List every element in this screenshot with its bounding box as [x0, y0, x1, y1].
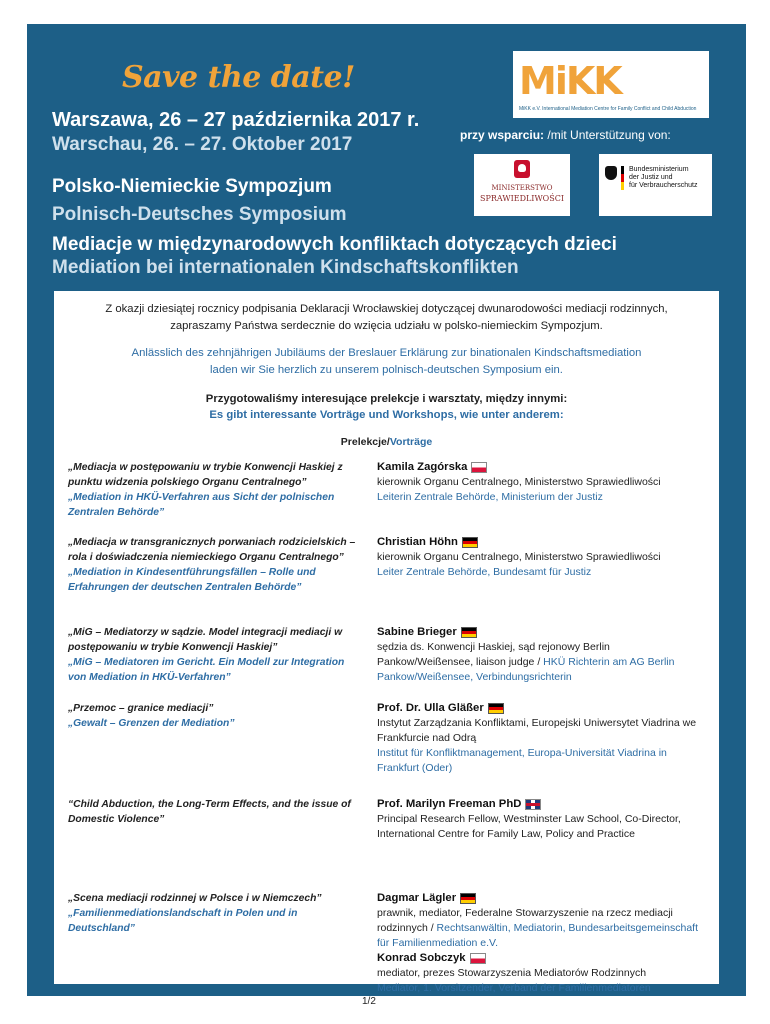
german-flag-icon: [460, 893, 476, 904]
bmjv-line2: der Justiz und: [629, 174, 673, 181]
ministry-logo-line2: SPRAWIEDLIWOŚCI: [480, 194, 564, 203]
bmjv-line1: Bundesministerium: [629, 166, 689, 173]
date-pl: Warszawa, 26 – 27 października 2017 r.: [52, 109, 420, 131]
mikk-logo-text: MiKK: [519, 59, 621, 103]
talk-title-de: „Familienmediationslandschaft in Polen und in Deutschland”: [68, 908, 298, 934]
date-de: Warschau, 26. – 27. Oktober 2017: [52, 134, 353, 155]
save-the-date-title: Save the date!: [122, 60, 355, 95]
header-band: [27, 24, 746, 291]
speaker-role-de: Institut für Konfliktmanagement, Europa-Universität Viadrina in Frankfurt (Oder): [377, 747, 667, 774]
ministry-justice-logo: [474, 154, 570, 216]
speaker-role-de: Mediator, 1. Vorsitzender, Verband der Familienmediatoren: [377, 982, 651, 994]
german-flag-icon: [462, 537, 478, 548]
intro-pl-line2: zapraszamy Państwa serdecznie do wzięcia udziału w polsko-niemieckim Sympozjum.: [170, 320, 603, 332]
speaker-name: Prof. Dr. Ulla Gläßer: [377, 702, 484, 714]
speaker-role-de: HKÜ Richterin am AG Berlin Pankow/Weißensee, Verbindungsrichterin: [377, 656, 675, 683]
talk-title-pl: „Mediacja w postępowaniu w trybie Konwencji Haskiej z punktu widzenia polskiego Organu Centralnego”: [68, 462, 343, 488]
speaker-role-de: Rechtsanwältin, Mediatorin, Bundesarbeitsgemeinschaft für Familienmediation e.V.: [377, 922, 699, 949]
ministry-logo-line1: MINISTERSTWO: [491, 184, 553, 192]
talk-title-de: „Mediation in Kindesentführungsfällen – Rolle und Erfahrungen der deutschen Zentralen Behörde”: [68, 567, 316, 593]
talk-title-de: „Mediation in HKÜ-Verfahren aus Sicht der polnischen Zentralen Behörde”: [68, 492, 335, 518]
support-label: [460, 128, 671, 142]
speaker-3: [377, 625, 707, 685]
speaker-name: Kamila Zagórska: [377, 461, 468, 473]
talk-title-pl: „Scena mediacji rodzinnej w Polsce i w Niemczech”: [68, 893, 322, 904]
talk-5: [68, 797, 364, 827]
page-number: 1/2: [362, 996, 376, 1007]
german-flag-icon: [488, 703, 504, 714]
intro-de-line1: Anlässlich des zehnjährigen Jubiläums der Breslauer Erklärung zur binationalen Kindschaftsmediation: [131, 347, 642, 359]
mikk-logo: [513, 51, 709, 118]
speaker-6: [377, 891, 707, 996]
speaker-role-pl: Instytut Zarządzania Konfliktami, Europejski Uniwersytet Viadrina we Frankfurcie nad Odrą: [377, 717, 697, 744]
talk-2: [68, 535, 364, 595]
talk-title-pl: „Przemoc – granice mediacji”: [68, 703, 214, 714]
speaker-4: [377, 701, 707, 776]
support-label-de: /mit Unterstützung von:: [544, 128, 671, 142]
speaker-5: [377, 797, 707, 842]
speaker-role-pl: prawnik, mediator, Federalne Stowarzyszenie na rzecz mediacji rodzinnych /: [377, 907, 673, 934]
speaker-1: [377, 460, 707, 505]
polish-eagle-icon: [514, 160, 530, 178]
lectures-de: Vorträge: [389, 436, 433, 448]
polish-flag-icon: [471, 462, 487, 473]
topic-pl: Mediacje w międzynarodowych konfliktach dotyczących dzieci: [52, 234, 617, 255]
uk-flag-icon: [525, 799, 541, 810]
talk-4: [68, 701, 364, 731]
speaker-role-de: Leiterin Zentrale Behörde, Ministerium der Justiz: [377, 491, 603, 503]
speaker-role-en: Principal Research Fellow, Westminster Law School, Co-Director, International Centre for Family Law, Policy and Practice: [377, 813, 681, 840]
flyer-page: [27, 24, 746, 996]
speaker-name: Sabine Brieger: [377, 626, 457, 638]
speaker-role-pl: sędzia ds. Konwencji Haskiej, sąd rejonowy Berlin Pankow/Weißensee, liaison judge /: [377, 641, 610, 668]
left-border: [27, 291, 54, 996]
speaker-name: Konrad Sobczyk: [377, 952, 466, 964]
speaker-name: Prof. Marilyn Freeman PhD: [377, 798, 522, 810]
topic-de: Mediation bei internationalen Kindschaftskonflikten: [52, 257, 519, 278]
speaker-role-pl: kierownik Organu Centralnego, Ministerstwo Sprawiedliwości: [377, 476, 661, 488]
bmjv-logo: [599, 154, 712, 216]
bmjv-logo-text: [629, 166, 697, 190]
speaker-role-pl: kierownik Organu Centralnego, Ministerstwo Sprawiedliwości: [377, 551, 661, 563]
intro-pl-line1: Z okazji dziesiątej rocznicy podpisania Deklaracji Wrocławskiej dotyczącej dwunarodowości mediacji rodzinnych,: [105, 303, 668, 315]
talk-title-en: “Child Abduction, the Long-Term Effects, and the issue of Domestic Violence”: [68, 799, 351, 825]
content-area: [54, 291, 719, 994]
bmjv-line3: für Verbraucherschutz: [629, 182, 698, 189]
talk-title-de: „MiG – Mediatoren im Gericht. Ein Modell zur Integration von Mediation in HKÜ-Verfahren”: [68, 657, 345, 683]
prep-pl: Przygotowaliśmy interesujące prelekcje i warsztaty, między innymi:: [205, 393, 568, 405]
federal-eagle-icon: [605, 166, 617, 180]
symposium-de: Polnisch-Deutsches Symposium: [52, 204, 347, 225]
speaker-role-de: Leiter Zentrale Behörde, Bundesamt für Justiz: [377, 566, 592, 578]
talk-1: [68, 460, 364, 520]
lectures-heading: [54, 434, 719, 450]
german-flag-icon: [461, 627, 477, 638]
german-flag-stripe-icon: [621, 166, 624, 190]
symposium-pl: Polsko-Niemieckie Sympozjum: [52, 176, 332, 197]
polish-flag-icon: [470, 953, 486, 964]
talk-6: [68, 891, 364, 936]
lectures-pl: Prelekcje: [340, 436, 387, 448]
prep-de: Es gibt interessante Vorträge und Workshops, wie unter anderem:: [209, 409, 564, 421]
talk-3: [68, 625, 364, 685]
talk-title-de: „Gewalt – Grenzen der Mediation”: [68, 718, 235, 729]
intro-de-line2: laden wir Sie herzlich zu unserem polnisch-deutschen Symposium ein.: [210, 364, 563, 376]
talk-title-pl: „Mediacja w transgranicznych porwaniach rodzicielskich – rola i doświadczenia niemieckiego Organu Centralnego”: [68, 537, 356, 563]
speaker-name: Christian Höhn: [377, 536, 458, 548]
mikk-logo-subtitle: MiKK e.V. International Mediation Centre for Family Conflict and Child Abduction: [519, 106, 697, 112]
speaker-role-pl: mediator, prezes Stowarzyszenia Mediatorów Rodzinnych: [377, 967, 647, 979]
talk-title-pl: „MiG – Mediatorzy w sądzie. Model integracji mediacji w postępowaniu w trybie Konwencji Haskiej”: [68, 627, 343, 653]
support-label-pl: przy wsparciu:: [460, 128, 545, 142]
right-border: [719, 291, 746, 996]
speaker-2: [377, 535, 707, 580]
lectures-slash: /: [386, 436, 390, 448]
speaker-name: Dagmar Lägler: [377, 892, 457, 904]
